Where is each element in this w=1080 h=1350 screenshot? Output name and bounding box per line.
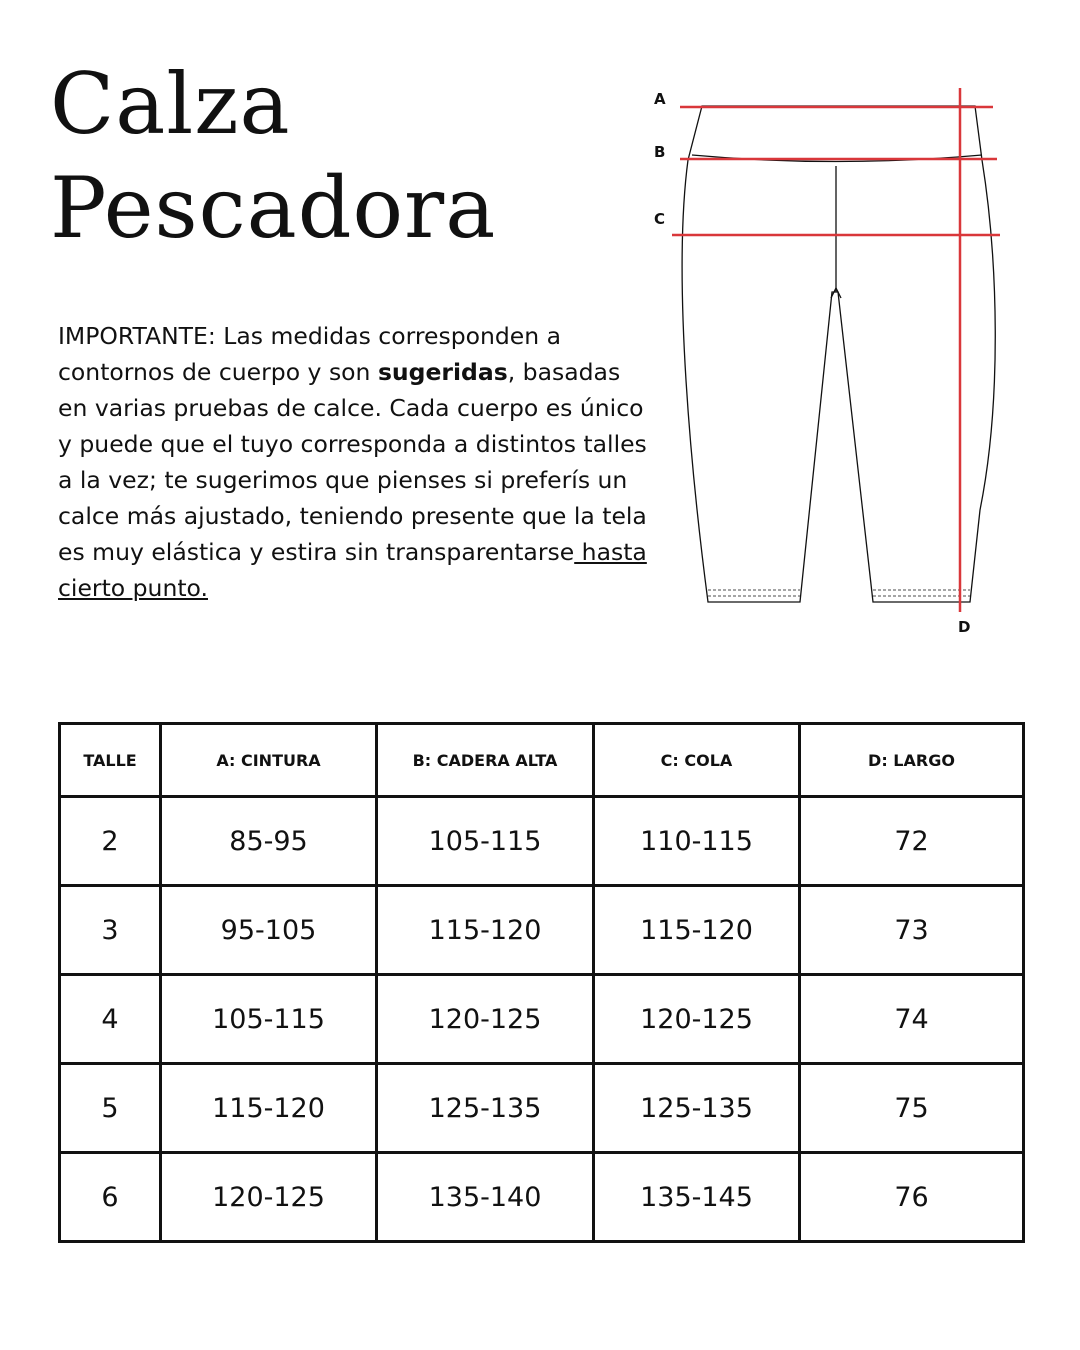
- label-a: A: [654, 90, 666, 108]
- leggings-diagram: [640, 80, 1020, 640]
- cell-cola: 135-145: [594, 1153, 800, 1242]
- cell-cintura: 105-115: [161, 975, 377, 1064]
- label-b: B: [654, 143, 666, 161]
- cell-largo: 73: [800, 886, 1024, 975]
- size-table: [58, 722, 1025, 1243]
- cell-cadera-alta: 115-120: [377, 886, 594, 975]
- cell-largo: 75: [800, 1064, 1024, 1153]
- cell-talle: 2: [60, 797, 161, 886]
- title-line-2: Pescadora: [50, 159, 497, 257]
- table-row: [60, 1153, 1024, 1242]
- note-bold: sugeridas: [377, 358, 508, 386]
- header-cadera-alta: B: CADERA ALTA: [377, 724, 594, 797]
- cell-cintura: 115-120: [161, 1064, 377, 1153]
- table-row: [60, 975, 1024, 1064]
- cell-cola: 120-125: [594, 975, 800, 1064]
- page-title: [50, 52, 496, 260]
- cell-cadera-alta: 135-140: [377, 1153, 594, 1242]
- cell-largo: 72: [800, 797, 1024, 886]
- header-talle: TALLE: [60, 724, 161, 797]
- cell-cadera-alta: 105-115: [377, 797, 594, 886]
- cell-cola: 110-115: [594, 797, 800, 886]
- cell-cola: 125-135: [594, 1064, 800, 1153]
- label-c: C: [654, 210, 666, 228]
- table-header-row: [60, 724, 1024, 797]
- table-row: [60, 797, 1024, 886]
- cell-largo: 76: [800, 1153, 1024, 1242]
- label-d: D: [958, 618, 971, 636]
- cell-talle: 4: [60, 975, 161, 1064]
- important-note: [58, 318, 648, 606]
- cell-cola: 115-120: [594, 886, 800, 975]
- note-middle: , basadas en varias pruebas de calce. Cada cuerpo es único y puede que el tuyo corresponda a distintos talles a la vez; te sugerimos que pienses si preferís un calce más ajustado, teniendo presente que la tela es muy elástica y estira sin transparentarse: [58, 358, 647, 566]
- header-largo: D: LARGO: [800, 724, 1024, 797]
- note-intro: IMPORTANTE: Las medidas corresponden a contornos de cuerpo y son: [58, 322, 562, 386]
- cell-cintura: 95-105: [161, 886, 377, 975]
- cell-talle: 6: [60, 1153, 161, 1242]
- note-underlined: hasta cierto punto.: [58, 538, 647, 602]
- title-line-1: Calza: [50, 55, 291, 153]
- cell-talle: 5: [60, 1064, 161, 1153]
- cell-cadera-alta: 120-125: [377, 975, 594, 1064]
- table-row: [60, 1064, 1024, 1153]
- table-row: [60, 886, 1024, 975]
- cell-cintura: 85-95: [161, 797, 377, 886]
- header-cintura: A: CINTURA: [161, 724, 377, 797]
- leggings-outline: [682, 106, 995, 602]
- cell-cadera-alta: 125-135: [377, 1064, 594, 1153]
- cell-cintura: 120-125: [161, 1153, 377, 1242]
- cell-talle: 3: [60, 886, 161, 975]
- cell-largo: 74: [800, 975, 1024, 1064]
- header-cola: C: COLA: [594, 724, 800, 797]
